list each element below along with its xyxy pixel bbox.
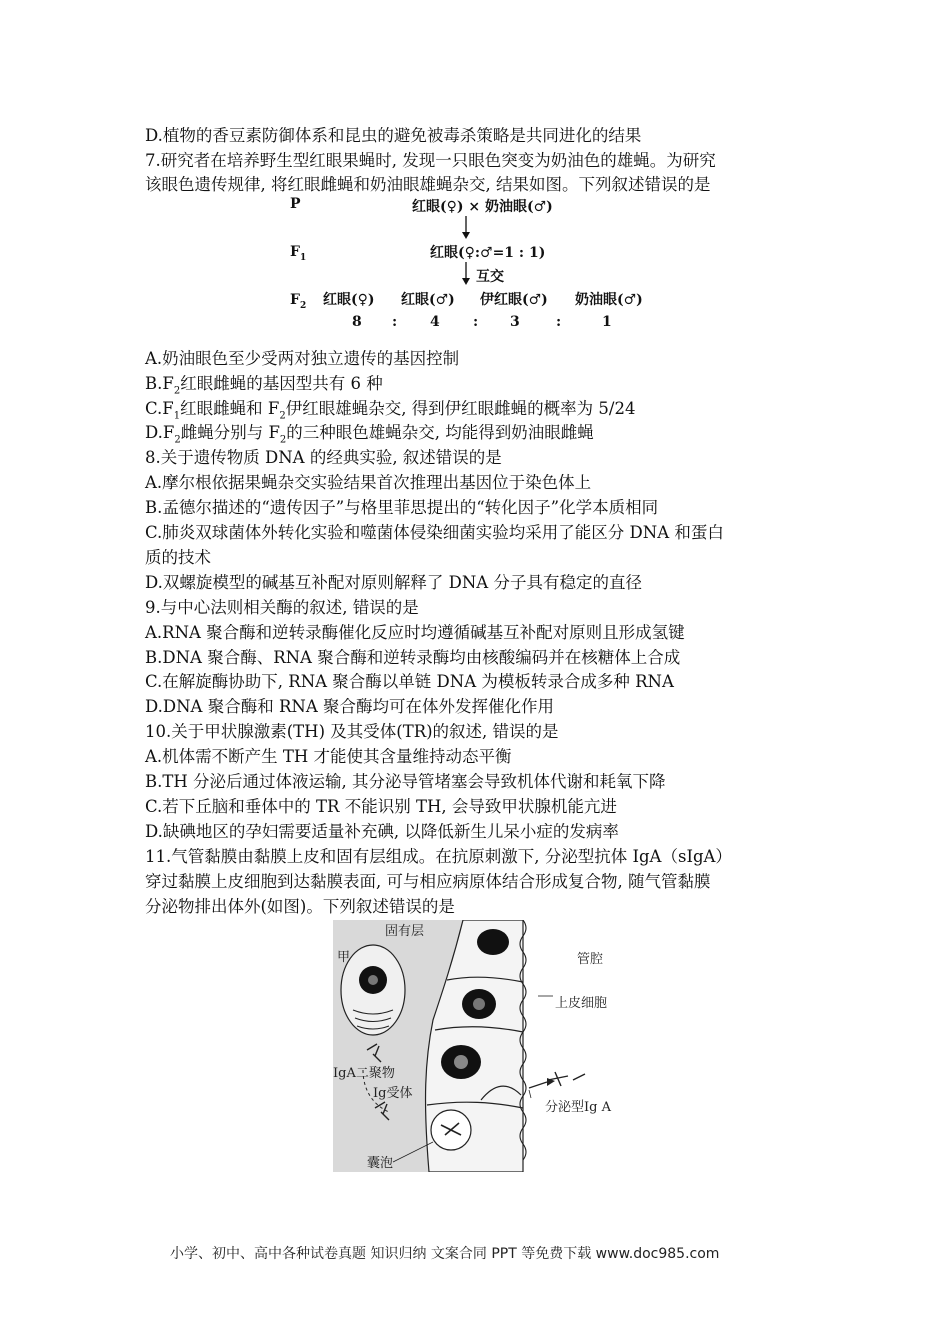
option-line: C.在解旋酶协助下, RNA 聚合酶以单链 DNA 为模板转录合成多种 RNA <box>145 672 674 691</box>
option-line: C.若下丘脑和垂体中的 TR 不能识别 TH, 会导致甲状腺机能亢进 <box>145 797 617 816</box>
option-line: A.机体需不断产生 TH 才能使其含量维持动态平衡 <box>145 747 512 766</box>
question-11-stem: 11.气管黏膜由黏膜上皮和固有层组成。在抗原刺激下, 分泌型抗体 IgA（sIgA） <box>145 847 732 866</box>
intercross-label: 互交 <box>476 269 504 285</box>
question-7-stem-cont: 该眼色遗传规律, 将红眼雌蝇和奶油眼雄蝇杂交, 结果如图。下列叙述错误的是 <box>145 175 711 194</box>
option-line: C.肺炎双球菌体外转化实验和噬菌体侵染细菌实验均采用了能区分 DNA 和蛋白 <box>145 523 724 542</box>
ratio-value: 8 <box>352 314 362 330</box>
option-line: $D.F_2$雌蝇分别与 $F_2$的三种眼色雄蝇杂交, 均能得到奶油眼雌蝇 <box>145 423 594 446</box>
p-cross-text: 红眼(♀) × 奶油眼(♂) <box>412 199 553 215</box>
option-line: B.孟德尔描述的“遗传因子”与格里菲思提出的“转化因子”化学本质相同 <box>145 498 659 517</box>
question-7-stem: 7.研究者在培养野生型红眼果蝇时, 发现一只眼色突变为奶油色的雄蝇。为研究 <box>145 151 716 170</box>
f2-phenotype: 伊红眼(♂) <box>480 292 548 308</box>
ratio-value: 4 <box>430 314 440 330</box>
option-line: D.缺碘地区的孕妇需要适量补充碘, 以降低新生儿呆小症的发病率 <box>145 822 619 841</box>
option-line: A.摩尔根依据果蝇杂交实验结果首次推理出基因位于染色体上 <box>145 473 592 492</box>
cell-jia-label: 甲 <box>337 950 351 965</box>
f1-result-text: 红眼(♀:♂=1 : 1) <box>430 245 546 261</box>
page-footer: 小学、初中、高中各种试卷真题 知识归纳 文案合同 PPT 等免费下载 www.doc985.com <box>170 1246 720 1262</box>
ratio-separator: : <box>392 314 398 330</box>
lumen-label: 管腔 <box>577 952 604 967</box>
option-line: $C.F_1$红眼雌蝇和 $F_2$伊红眼雄蝇杂交, 得到伊红眼雌蝇的概率为 5/24 <box>145 399 636 422</box>
option-line: B.TH 分泌后通过体液运输, 其分泌导管堵塞会导致机体代谢和耗氧下降 <box>145 772 666 791</box>
option-line: D.双螺旋模型的碱基互补配对原则解释了 DNA 分子具有稳定的直径 <box>145 573 642 592</box>
question-11-stem-cont: 穿过黏膜上皮细胞到达黏膜表面, 可与相应病原体结合形成复合物, 随气管黏膜 <box>145 872 711 891</box>
question-9-stem: 9.与中心法则相关酶的叙述, 错误的是 <box>145 598 419 617</box>
ig-receptor-label: Ig受体 <box>373 1086 413 1101</box>
epithelial-cell-label: 上皮细胞 <box>555 996 608 1011</box>
question-10-stem: 10.关于甲状腺激素(TH) 及其受体(TR)的叙述, 错误的是 <box>145 722 559 741</box>
iga-dimer-label: IgA二聚物 <box>333 1066 395 1081</box>
ratio-separator: : <box>556 314 562 330</box>
option-line: A.RNA 聚合酶和逆转录酶催化反应时均遵循碱基互补配对原则且形成氢键 <box>145 623 685 642</box>
p-generation-label: P <box>290 196 301 212</box>
mucosa-diagram <box>333 920 611 1172</box>
secretory-iga-label: 分泌型Ig A <box>545 1100 611 1115</box>
f2-phenotype: 红眼(♂) <box>401 292 455 308</box>
text-line: D.植物的香豆素防御体系和昆虫的避免被毒杀策略是共同进化的结果 <box>145 126 642 145</box>
f1-generation-label: $F_1$ <box>290 244 307 263</box>
question-8-stem: 8.关于遗传物质 DNA 的经典实验, 叙述错误的是 <box>145 448 502 467</box>
down-arrow-icon <box>460 216 472 240</box>
option-line-cont: 质的技术 <box>145 548 211 567</box>
down-arrow-icon <box>460 262 472 286</box>
f2-generation-label: $F_2$ <box>290 292 307 311</box>
ratio-value: 1 <box>602 314 612 330</box>
genetic-cross-diagram <box>290 192 690 332</box>
option-line: A.奶油眼色至少受两对独立遗传的基因控制 <box>145 349 460 368</box>
option-line: B.DNA 聚合酶、RNA 聚合酶和逆转录酶均由核酸编码并在核糖体上合成 <box>145 648 681 667</box>
option-line: $B.F_2$红眼雌蝇的基因型共有 6 种 <box>145 374 383 397</box>
ratio-value: 3 <box>510 314 520 330</box>
vesicle-label: 囊泡 <box>367 1156 394 1171</box>
ratio-separator: : <box>473 314 479 330</box>
mucosa-illustration <box>333 920 608 1172</box>
f2-phenotype: 奶油眼(♂) <box>575 292 643 308</box>
f2-phenotype: 红眼(♀) <box>323 292 375 308</box>
question-11-stem-cont: 分泌物排出体外(如图)。下列叙述错误的是 <box>145 897 455 916</box>
option-line: D.DNA 聚合酶和 RNA 聚合酶均可在体外发挥催化作用 <box>145 697 554 716</box>
lamina-propria-label: 固有层 <box>385 924 425 939</box>
